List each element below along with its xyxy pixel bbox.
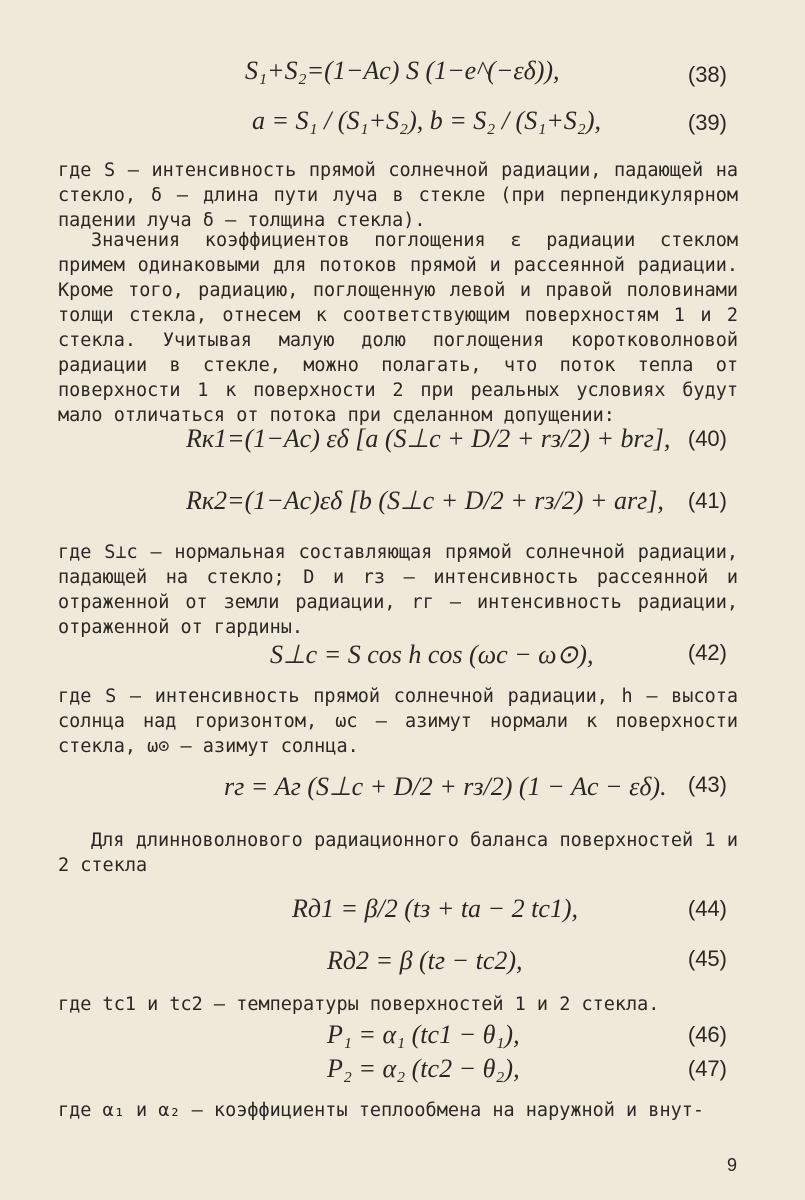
- equation-number-47: (47): [687, 1056, 727, 1081]
- equation-39: a = S₁ / (S₁+S₂), b = S₂ / (S₁+S₂),: [252, 106, 601, 135]
- paragraph-1: где S — интенсивность прямой солнечной радиации, падающей на стекло, δ — длина пути луча в стекле (при перпендикулярном падении луча δ — толщина стекла).: [58, 160, 738, 231]
- equation-number-42: (42): [687, 640, 727, 665]
- paragraph-7: где α₁ и α₂ — коэффициенты теплообмена на наружной и внут-: [58, 1100, 705, 1121]
- equation-47: P₂ = α₂ (tс2 − θ₂),: [327, 1054, 520, 1083]
- equation-number-39: (39): [687, 110, 727, 135]
- equation-41: Rк2=(1−Aс)εδ [b (S⊥c + D/2 + rз/2) + arг],: [186, 486, 664, 515]
- equation-46: P₁ = α₁ (tс1 − θ₁),: [327, 1020, 520, 1049]
- equation-40: Rк1=(1−Aс) εδ [a (S⊥c + D/2 + rз/2) + brг],: [186, 424, 671, 453]
- equation-number-46: (46): [687, 1022, 727, 1047]
- paragraph-4: где S — интенсивность прямой солнечной радиации, h — высота солнца над горизонтом, ωс — азимут нормали к поверхности стекла, ω⊙ — азимут солнца.: [58, 686, 738, 757]
- equation-number-40: (40): [687, 426, 727, 451]
- equation-number-44: (44): [687, 896, 727, 921]
- paragraph-6: где tс1 и tс2 — температуры поверхностей 1 и 2 стекла.: [58, 994, 660, 1015]
- paragraph-5: Для длинноволнового радиационного баланса поверхностей 1 и 2 стекла: [58, 830, 738, 876]
- equation-43: rг = Aг (S⊥c + D/2 + rз/2) (1 − Aс − εδ).: [224, 772, 667, 801]
- page-number: 9: [727, 1155, 738, 1175]
- equation-44: Rд1 = β/2 (tз + tа − 2 tс1),: [292, 894, 579, 923]
- equation-45: Rд2 = β (tг − tс2),: [327, 946, 523, 975]
- equation-42: S⊥c = S cos h cos (ωс − ω⊙),: [270, 640, 594, 669]
- paragraph-3: где S⊥с — нормальная составляющая прямой солнечной радиации, падающей на стекло; D и rз — интенсивность рассеянной и отраженной от земли радиации, rг — интенсивность радиации, отраженной от гардины.: [58, 542, 738, 638]
- equation-number-38: (38): [687, 62, 727, 87]
- paragraph-2: Значения коэффициентов поглощения ε радиации стеклом примем одинаковыми для потоков прямой и рассеянной радиации. Кроме того, радиацию, поглощенную левой и правой половинами толщи стекла, отнесем к соответствующим поверхностям 1 и 2 стекла. Учитывая малую долю поглощения коротковолновой радиации в стекле, можно полагать, что поток тепла от поверхности 1 к поверхности 2 при реальных условиях будут мало отличаться от потока при сделанном допущении:: [58, 230, 738, 426]
- equation-number-45: (45): [687, 946, 727, 971]
- equation-number-43: (43): [687, 772, 727, 797]
- equation-number-41: (41): [687, 488, 727, 513]
- equation-38: S₁+S₂=(1−Aс) S (1−e^(−εδ)),: [245, 56, 560, 85]
